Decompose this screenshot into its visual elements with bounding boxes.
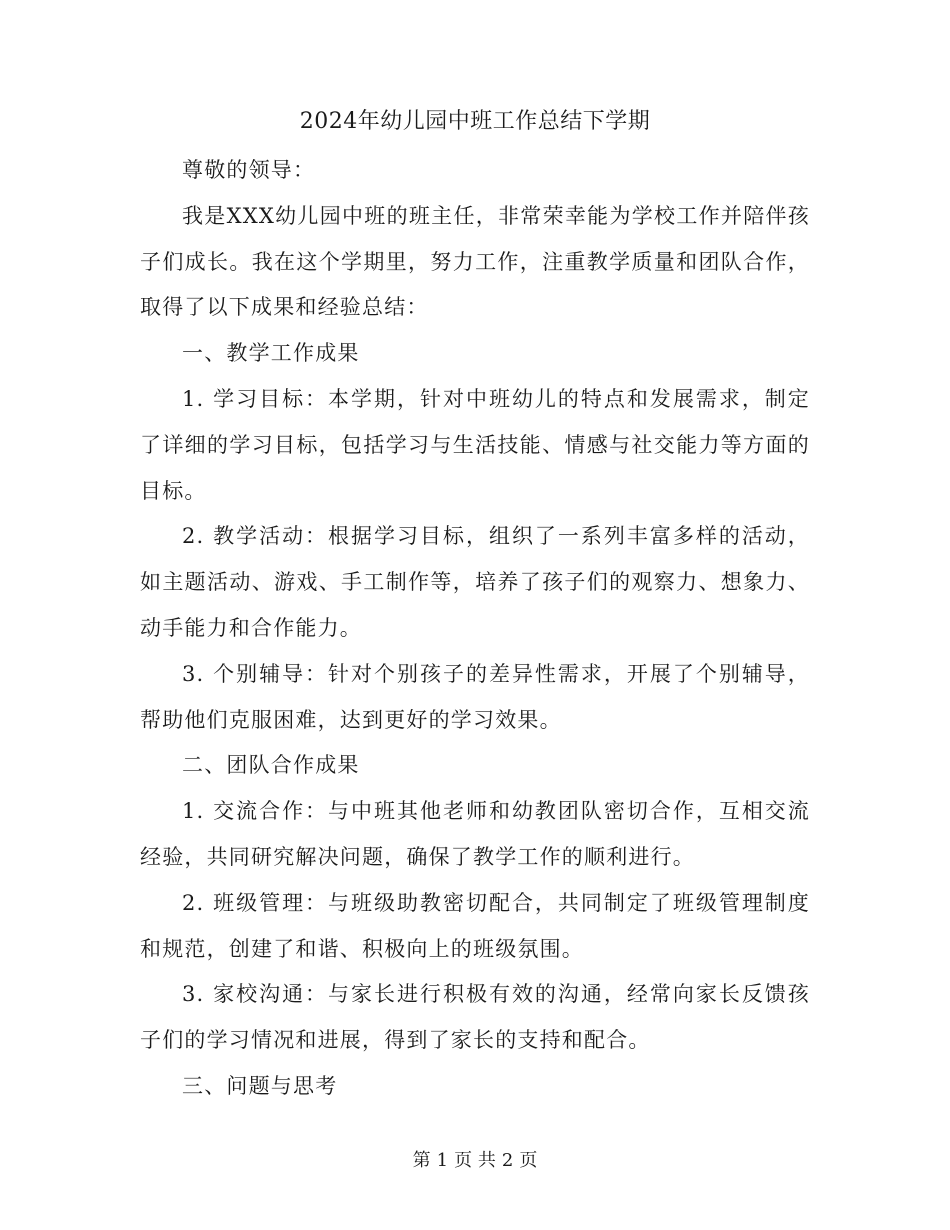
document-title: 2024年幼儿园中班工作总结下学期	[299, 109, 651, 134]
teaching-item-2: 2. 教学活动：根据学习目标，组织了一系列丰富多样的活动，如主题活动、游戏、手工制作等，培养了孩子们的观察力、想象力、动手能力和合作能力。	[140, 524, 810, 640]
section-heading-teaching: 一、教学工作成果	[182, 341, 360, 366]
footer-mid: 页 共	[454, 1150, 496, 1171]
document-body	[140, 148, 810, 1110]
teaching-item-1: 1. 学习目标：本学期，针对中班幼儿的特点和发展需求，制定了详细的学习目标，包括学习与生活技能、情感与社交能力等方面的目标。	[140, 386, 810, 503]
section-heading-problems: 三、问题与思考	[182, 1073, 338, 1098]
teamwork-item-1: 1. 交流合作：与中班其他老师和幼教团队密切合作，互相交流经验，共同研究解决问题，确保了教学工作的顺利进行。	[140, 799, 810, 869]
page-footer	[0, 1148, 950, 1174]
intro-paragraph: 我是XXX幼儿园中班的班主任，非常荣幸能为学校工作并陪伴孩子们成长。我在这个学期里，努力工作，注重教学质量和团队合作，取得了以下成果和经验总结：	[140, 203, 810, 320]
teamwork-item-3: 3. 家校沟通：与家长进行积极有效的沟通，经常向家长反馈孩子们的学习情况和进展，得到了家长的支持和配合。	[140, 982, 810, 1053]
footer-current-page: 1	[436, 1150, 449, 1171]
salutation-paragraph: 尊敬的领导：	[182, 158, 316, 182]
teaching-item-3: 3. 个别辅导：针对个别孩子的差异性需求，开展了个别辅导，帮助他们克服困难，达到更好的学习效果。	[140, 661, 810, 732]
footer-total-pages: 2	[501, 1150, 514, 1171]
section-heading-teamwork: 二、团队合作成果	[182, 753, 360, 778]
teamwork-item-2: 2. 班级管理：与班级助教密切配合，共同制定了班级管理制度和规范，创建了和谐、积极向上的班级氛围。	[140, 890, 810, 961]
footer-prefix: 第	[412, 1150, 431, 1171]
footer-suffix: 页	[519, 1150, 538, 1171]
